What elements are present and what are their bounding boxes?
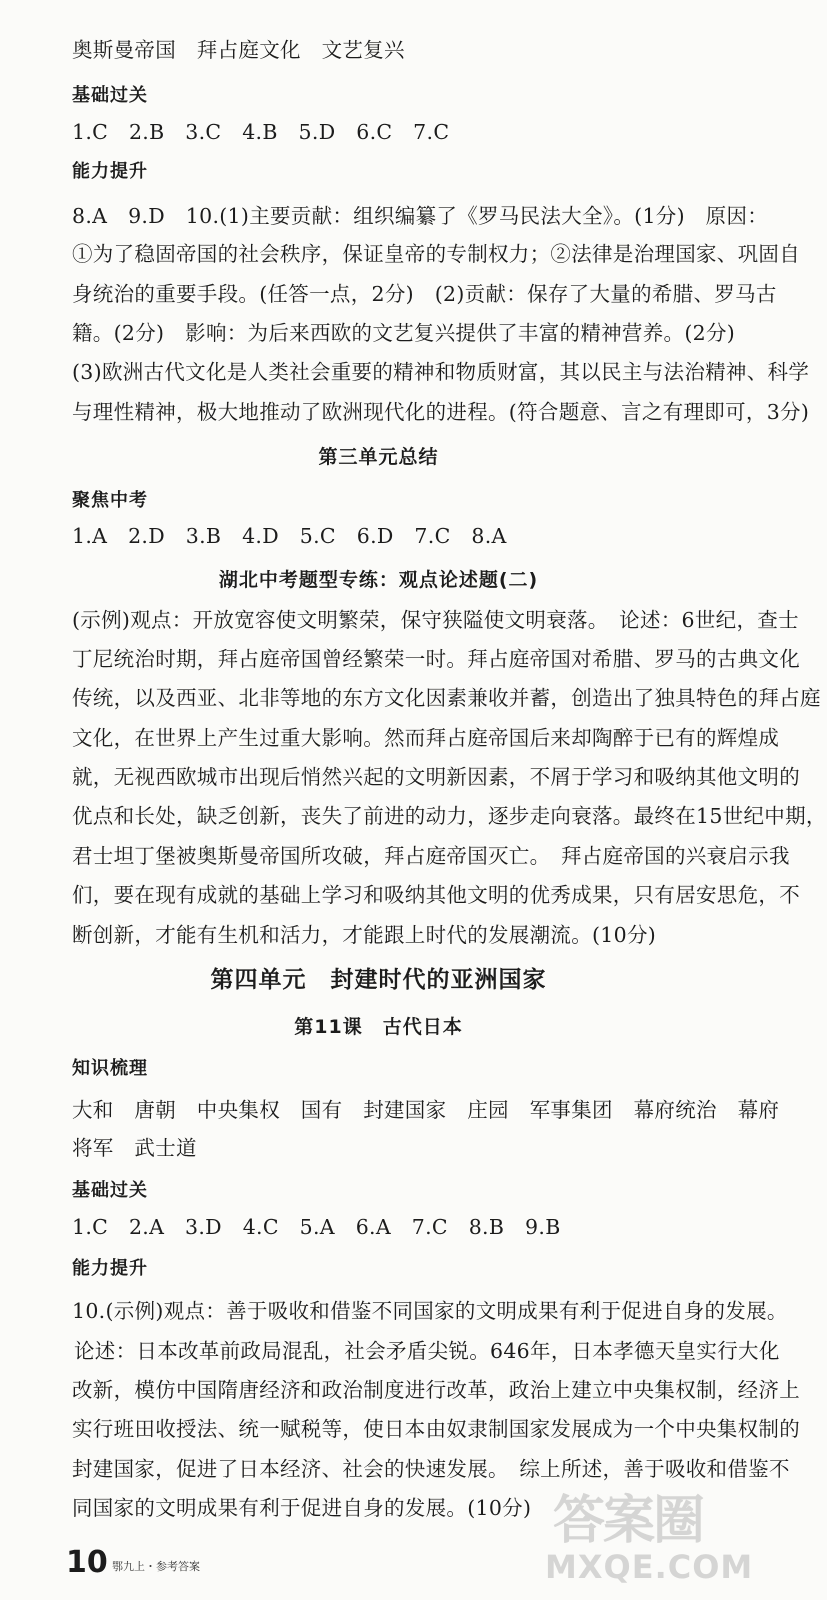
text-line: 将军 武士道 [72, 1136, 197, 1160]
practice-title: 湖北中考题型专练：观点论述题(二) [218, 569, 539, 591]
unit-title: 第四单元 封建时代的亚洲国家 [210, 967, 547, 993]
text-line: 传统，以及西亚、北非等地的东方文化因素兼收并蓄，创造出了独具特色的拜占庭 [72, 686, 821, 710]
text-line: 改新，模仿中国隋唐经济和政治制度进行改革，政治上建立中央集权制，经济上 [72, 1378, 800, 1402]
text-line: 籍。(2分) 影响：为后来西欧的文艺复兴提供了丰富的精神营养。(2分) [72, 321, 736, 345]
text-line: 文化，在世界上产生过重大影响。然而拜占庭帝国后来却陶醉于已有的辉煌成 [72, 726, 780, 750]
text-line: 就，无视西欧城市出现后悄然兴起的文明新因素，不屑于学习和吸纳其他文明的 [72, 765, 800, 789]
text-line: 实行班田收授法、统一赋税等，使日本由奴隶制国家发展成为一个中央集权制的 [72, 1417, 800, 1441]
text-line: 同国家的文明成果有利于促进自身的发展。(10分) [72, 1496, 532, 1520]
answer-line: 8.A 9.D 10.(1)主要贡献：组织编纂了《罗马民法大全》。(1分) 原因： [72, 204, 769, 228]
text-line: 与理性精神，极大地推动了欧洲现代化的进程。(符合题意、言之有理即可，3分) [72, 400, 810, 424]
text-line: 丁尼统治时期，拜占庭帝国曾经繁荣一时。拜占庭帝国对希腊、罗马的古典文化 [72, 647, 800, 671]
answer-line: 1.C 2.B 3.C 4.B 5.D 6.C 7.C [72, 120, 450, 144]
section-heading: 能力提升 [72, 161, 148, 182]
answer-line: 1.A 2.D 3.B 4.D 5.C 6.D 7.C 8.A [72, 524, 507, 548]
text-line: (示例)观点：开放宽容使文明繁荣，保守狭隘使文明衰落。 论述：6世纪，查士 [72, 608, 799, 632]
text-line: 论述：日本改革前政局混乱，社会矛盾尖锐。646年，日本孝德天皇实行大化 [74, 1339, 780, 1363]
text-line: (3)欧洲古代文化是人类社会重要的精神和物质财富，其以民主与法治精神、科学 [72, 360, 810, 384]
text-line: 身统治的重要手段。(任答一点，2分) (2)贡献：保存了大量的希腊、罗马古 [72, 282, 777, 306]
section-heading: 基础过关 [72, 1180, 148, 1201]
section-heading: 知识梳理 [72, 1058, 148, 1079]
text-line: 君士坦丁堡被奥斯曼帝国所攻破，拜占庭帝国灭亡。 拜占庭帝国的兴衰启示我 [72, 844, 790, 868]
section-heading: 能力提升 [72, 1258, 148, 1279]
text-line: 优点和长处，缺乏创新，丧失了前进的动力，逐步走向衰落。最终在15世纪中期， [72, 804, 827, 828]
text-line: 大和 唐朝 中央集权 国有 封建国家 庄园 军事集团 幕府统治 幕府 [72, 1098, 780, 1122]
text-line: 封建国家，促进了日本经济、社会的快速发展。 综上所述，善于吸收和借鉴不 [72, 1457, 790, 1481]
text-line: 们，要在现有成就的基础上学习和吸纳其他文明的优秀成果，只有居安思危，不 [72, 883, 800, 907]
watermark-url: MXQE.COM [545, 1548, 754, 1586]
page-number: 10 [66, 1545, 108, 1580]
footer-label: 鄂九上・参考答案 [112, 1560, 200, 1573]
answer-line: 1.C 2.A 3.D 4.C 5.A 6.A 7.C 8.B 9.B [72, 1215, 561, 1239]
section-heading: 聚焦中考 [72, 490, 148, 511]
watermark [545, 1478, 754, 1596]
text-line: 10.(示例)观点：善于吸收和借鉴不同国家的文明成果有利于促进自身的发展。 [72, 1299, 788, 1323]
section-heading: 基础过关 [72, 85, 148, 106]
unit-summary-title: 第三单元总结 [318, 446, 439, 468]
watermark-logo: 答案圈 [553, 1491, 704, 1551]
lesson-title: 第11课 古代日本 [294, 1016, 463, 1038]
text-line: ①为了稳固帝国的社会秩序，保证皇帝的专制权力；②法律是治理国家、巩固自 [72, 242, 800, 266]
text-line: 奥斯曼帝国 拜占庭文化 文艺复兴 [72, 38, 405, 62]
text-line: 断创新，才能有生机和活力，才能跟上时代的发展潮流。(10分) [72, 923, 657, 947]
